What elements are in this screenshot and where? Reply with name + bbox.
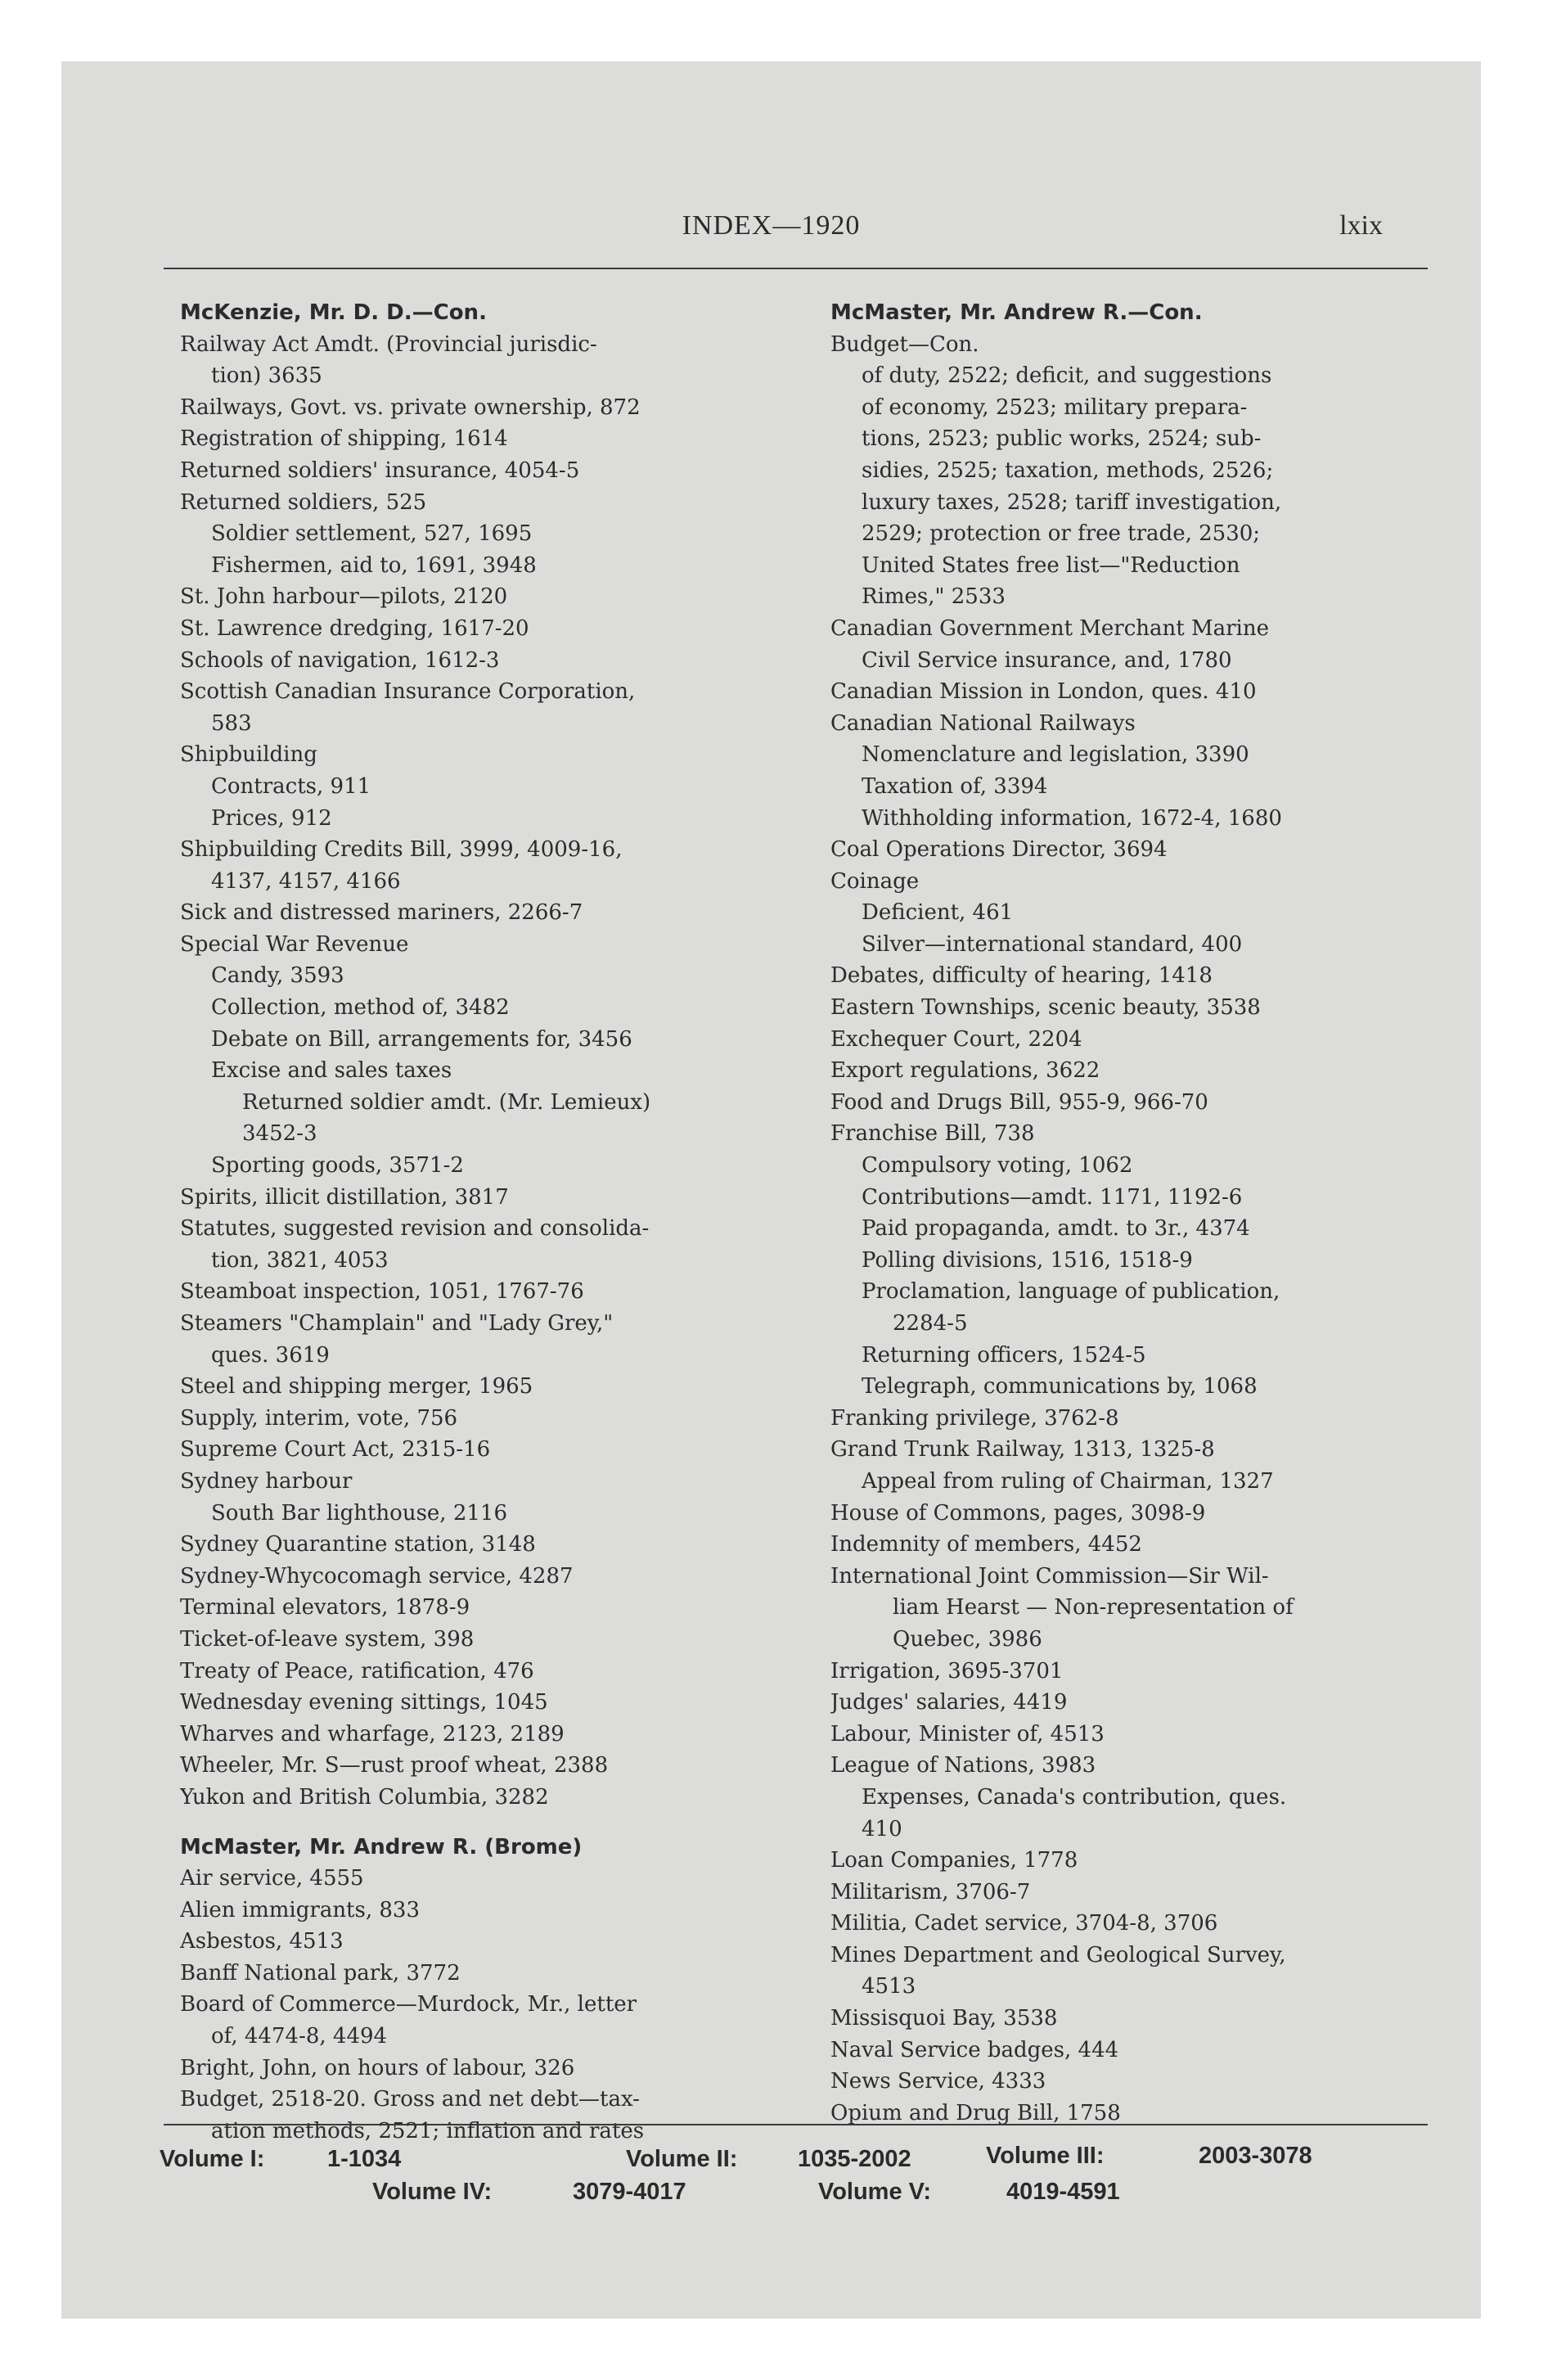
index-entry: Sydney-Whycocomagh service, 4287	[180, 1563, 574, 1589]
volume-4-range: 3079-4017	[573, 2179, 686, 2205]
index-entry: Franchise Bill, 738	[830, 1121, 1035, 1147]
index-entry: luxury taxes, 2528; tariff investigation,	[862, 489, 1282, 515]
index-entry: Proclamation, language of publication,	[862, 1279, 1280, 1305]
header-rule	[164, 268, 1428, 269]
index-entry: Contributions—amdt. 1171, 1192-6	[862, 1184, 1243, 1210]
index-entry: Canadian Government Merchant Marine	[830, 615, 1269, 641]
index-entry: Canadian Mission in London, ques. 410	[830, 679, 1257, 705]
index-entry: Special War Revenue	[180, 931, 409, 957]
index-entry: Fishermen, aid to, 1691, 3948	[211, 552, 537, 578]
index-entry: Ticket-of-leave system, 398	[180, 1626, 475, 1652]
index-column-right	[830, 297, 1460, 2129]
index-entry: Silver—international standard, 400	[862, 931, 1243, 957]
index-entry: House of Commons, pages, 3098-9	[830, 1500, 1206, 1526]
index-entry: ques. 3619	[211, 1342, 330, 1368]
index-entry: Returned soldier amdt. (Mr. Lemieux)	[242, 1089, 651, 1115]
index-entry: Steel and shipping merger, 1965	[180, 1374, 533, 1400]
index-entry: Sydney Quarantine station, 3148	[180, 1532, 536, 1557]
index-entry: Eastern Townships, scenic beauty, 3538	[830, 995, 1261, 1021]
index-entry: of duty, 2522; deficit, and suggestions	[862, 363, 1272, 389]
index-entry: Polling divisions, 1516, 1518-9	[862, 1247, 1193, 1273]
scanned-page	[61, 61, 1481, 2319]
index-entry: Returned soldiers' insurance, 4054-5	[180, 458, 580, 483]
index-entry: Civil Service insurance, and, 1780	[862, 647, 1232, 673]
index-entry: Food and Drugs Bill, 955-9, 966-70	[830, 1089, 1208, 1115]
index-entry: ation methods, 2521; inflation and rates	[211, 2118, 645, 2143]
index-entry: Supreme Court Act, 2315-16	[180, 1437, 491, 1463]
index-entry: Debate on Bill, arrangements for, 3456	[211, 1026, 632, 1052]
index-entry: 2529; protection or free trade, 2530;	[862, 521, 1261, 547]
index-entry: Canadian National Railways	[830, 710, 1136, 736]
page-header	[61, 210, 1481, 251]
index-entry: tion) 3635	[211, 363, 322, 389]
index-entry: Shipbuilding	[180, 742, 317, 768]
index-entry: 4513	[862, 1974, 916, 1999]
index-entry: Rimes," 2533	[862, 584, 1006, 610]
running-title: INDEX—1920	[682, 210, 861, 241]
index-entry: Labour, Minister of, 4513	[830, 1721, 1105, 1747]
index-entry: liam Hearst — Non-representation of	[893, 1595, 1294, 1620]
volume-2-label: Volume II:	[626, 2146, 738, 2172]
index-entry: Returning officers, 1524-5	[862, 1342, 1146, 1368]
index-entry: Sydney harbour	[180, 1468, 353, 1494]
index-entry: Missisquoi Bay, 3538	[830, 2006, 1058, 2031]
index-entry: Debates, difficulty of hearing, 1418	[830, 963, 1213, 989]
index-entry: Indemnity of members, 4452	[830, 1532, 1142, 1557]
index-entry: Collection, method of, 3482	[211, 995, 510, 1021]
index-entry: Statutes, suggested revision and consolida-	[180, 1216, 650, 1242]
index-entry: Alien immigrants, 833	[180, 1897, 421, 1922]
index-entry: Coal Operations Director, 3694	[830, 837, 1168, 863]
index-entry: Terminal elevators, 1878-9	[180, 1595, 470, 1620]
page-number: lxix	[1339, 210, 1383, 241]
index-entry: 4137, 4157, 4166	[211, 868, 401, 894]
index-entry: Export regulations, 3622	[830, 1058, 1100, 1084]
index-entry: Sick and distressed mariners, 2266-7	[180, 900, 583, 926]
volume-3-label: Volume III:	[986, 2143, 1105, 2169]
index-entry: Judges' salaries, 4419	[830, 1690, 1068, 1715]
index-entry: Air service, 4555	[180, 1866, 364, 1891]
index-entry: Returned soldiers, 525	[180, 489, 427, 515]
index-entry: Supply, interim, vote, 756	[180, 1405, 458, 1431]
index-entry: sidies, 2525; taxation, methods, 2526;	[862, 458, 1274, 483]
index-entry: Exchequer Court, 2204	[830, 1026, 1082, 1052]
entry-gap	[180, 1814, 790, 1832]
index-entry: tion, 3821, 4053	[211, 1247, 389, 1273]
index-entry: Spirits, illicit distillation, 3817	[180, 1184, 509, 1210]
index-entry: Nomenclature and legislation, 3390	[862, 742, 1249, 768]
index-entry: Opium and Drug Bill, 1758	[830, 2100, 1121, 2125]
index-heading: McMaster, Mr. Andrew R.—Con.	[830, 300, 1203, 325]
index-entry: Militarism, 3706-7	[830, 1879, 1031, 1904]
index-entry: St. John harbour—pilots, 2120	[180, 584, 508, 610]
index-entry: Shipbuilding Credits Bill, 3999, 4009-16,	[180, 837, 623, 863]
index-entry: Taxation of, 3394	[862, 773, 1048, 799]
index-entry: Coinage	[830, 868, 920, 894]
index-entry: 2284-5	[893, 1311, 968, 1336]
index-entry: Wednesday evening sittings, 1045	[180, 1690, 548, 1715]
index-entry: 583	[211, 710, 252, 736]
index-entry: Wheeler, Mr. S—rust proof wheat, 2388	[180, 1753, 609, 1778]
index-heading: McKenzie, Mr. D. D.—Con.	[180, 300, 487, 325]
index-entry: Grand Trunk Railway, 1313, 1325-8	[830, 1437, 1215, 1463]
volume-5-range: 4019-4591	[1006, 2179, 1120, 2205]
index-entry: Mines Department and Geological Survey,	[830, 1942, 1286, 1968]
index-entry: of economy, 2523; military prepara-	[862, 394, 1248, 420]
index-entry: Steamers "Champlain" and "Lady Grey,"	[180, 1311, 614, 1336]
index-entry: Budget—Con.	[830, 331, 979, 357]
index-entry: Wharves and wharfage, 2123, 2189	[180, 1721, 565, 1747]
index-entry: United States free list—"Reduction	[862, 552, 1240, 578]
index-entry: Railway Act Amdt. (Provincial jurisdic-	[180, 331, 597, 357]
volume-2-range: 1035-2002	[798, 2146, 911, 2172]
index-entry: Excise and sales taxes	[211, 1058, 452, 1084]
volume-1-label: Volume I:	[160, 2146, 265, 2172]
index-entry: 3452-3	[242, 1121, 317, 1147]
index-entry: Registration of shipping, 1614	[180, 426, 508, 452]
index-entry: Asbestos, 4513	[180, 1929, 344, 1954]
volume-5-label: Volume V:	[818, 2179, 932, 2205]
index-entry: Steamboat inspection, 1051, 1767-76	[180, 1279, 584, 1305]
index-entry: Contracts, 911	[211, 773, 371, 799]
index-entry: Bright, John, on hours of labour, 326	[180, 2055, 575, 2080]
index-column-left	[180, 297, 790, 2147]
index-heading: McMaster, Mr. Andrew R. (Brome)	[180, 1834, 583, 1859]
index-entry: Franking privilege, 3762-8	[830, 1405, 1119, 1431]
footer-rule	[164, 2124, 1428, 2125]
index-entry: Schools of navigation, 1612-3	[180, 647, 500, 673]
index-entry: Candy, 3593	[211, 963, 344, 989]
index-entry: Budget, 2518-20. Gross and net debt—tax-	[180, 2087, 640, 2112]
index-entry: Expenses, Canada's contribution, ques.	[862, 1784, 1287, 1810]
index-entry: Soldier settlement, 527, 1695	[211, 521, 533, 547]
index-entry: News Service, 4333	[830, 2069, 1046, 2094]
index-entry: Banff National park, 3772	[180, 1960, 461, 1986]
index-entry: Board of Commerce—Murdock, Mr., letter	[180, 1992, 637, 2017]
index-entry: St. Lawrence dredging, 1617-20	[180, 615, 529, 641]
index-entry: Deficient, 461	[862, 900, 1014, 926]
index-entry: South Bar lighthouse, 2116	[211, 1500, 508, 1526]
index-entry: Treaty of Peace, ratification, 476	[180, 1658, 534, 1684]
index-entry: Telegraph, communications by, 1068	[862, 1374, 1258, 1400]
volume-4-label: Volume IV:	[372, 2179, 493, 2205]
index-entry: International Joint Commission—Sir Wil-	[830, 1563, 1269, 1589]
index-entry: Prices, 912	[211, 805, 332, 831]
index-entry: Railways, Govt. vs. private ownership, 872	[180, 394, 641, 420]
volume-1-range: 1-1034	[327, 2146, 402, 2172]
index-entry: Paid propaganda, amdt. to 3r., 4374	[862, 1216, 1250, 1242]
index-entry: 410	[862, 1816, 902, 1841]
index-entry: Yukon and British Columbia, 3282	[180, 1784, 549, 1810]
volume-3-range: 2003-3078	[1199, 2143, 1312, 2169]
index-entry: League of Nations, 3983	[830, 1753, 1096, 1778]
index-entry: Irrigation, 3695-3701	[830, 1658, 1064, 1684]
index-entry: Naval Service badges, 444	[830, 2037, 1119, 2062]
index-entry: tions, 2523; public works, 2524; sub-	[862, 426, 1262, 452]
index-entry: Quebec, 3986	[893, 1626, 1042, 1652]
index-entry: Scottish Canadian Insurance Corporation,	[180, 679, 636, 705]
index-entry: Loan Companies, 1778	[830, 1848, 1078, 1873]
index-entry: Appeal from ruling of Chairman, 1327	[862, 1468, 1274, 1494]
index-entry: Sporting goods, 3571-2	[211, 1153, 464, 1179]
index-entry: Militia, Cadet service, 3704-8, 3706	[830, 1911, 1218, 1936]
index-entry: Compulsory voting, 1062	[862, 1153, 1133, 1179]
index-entry: of, 4474-8, 4494	[211, 2024, 388, 2049]
index-entry: Withholding information, 1672-4, 1680	[862, 805, 1282, 831]
